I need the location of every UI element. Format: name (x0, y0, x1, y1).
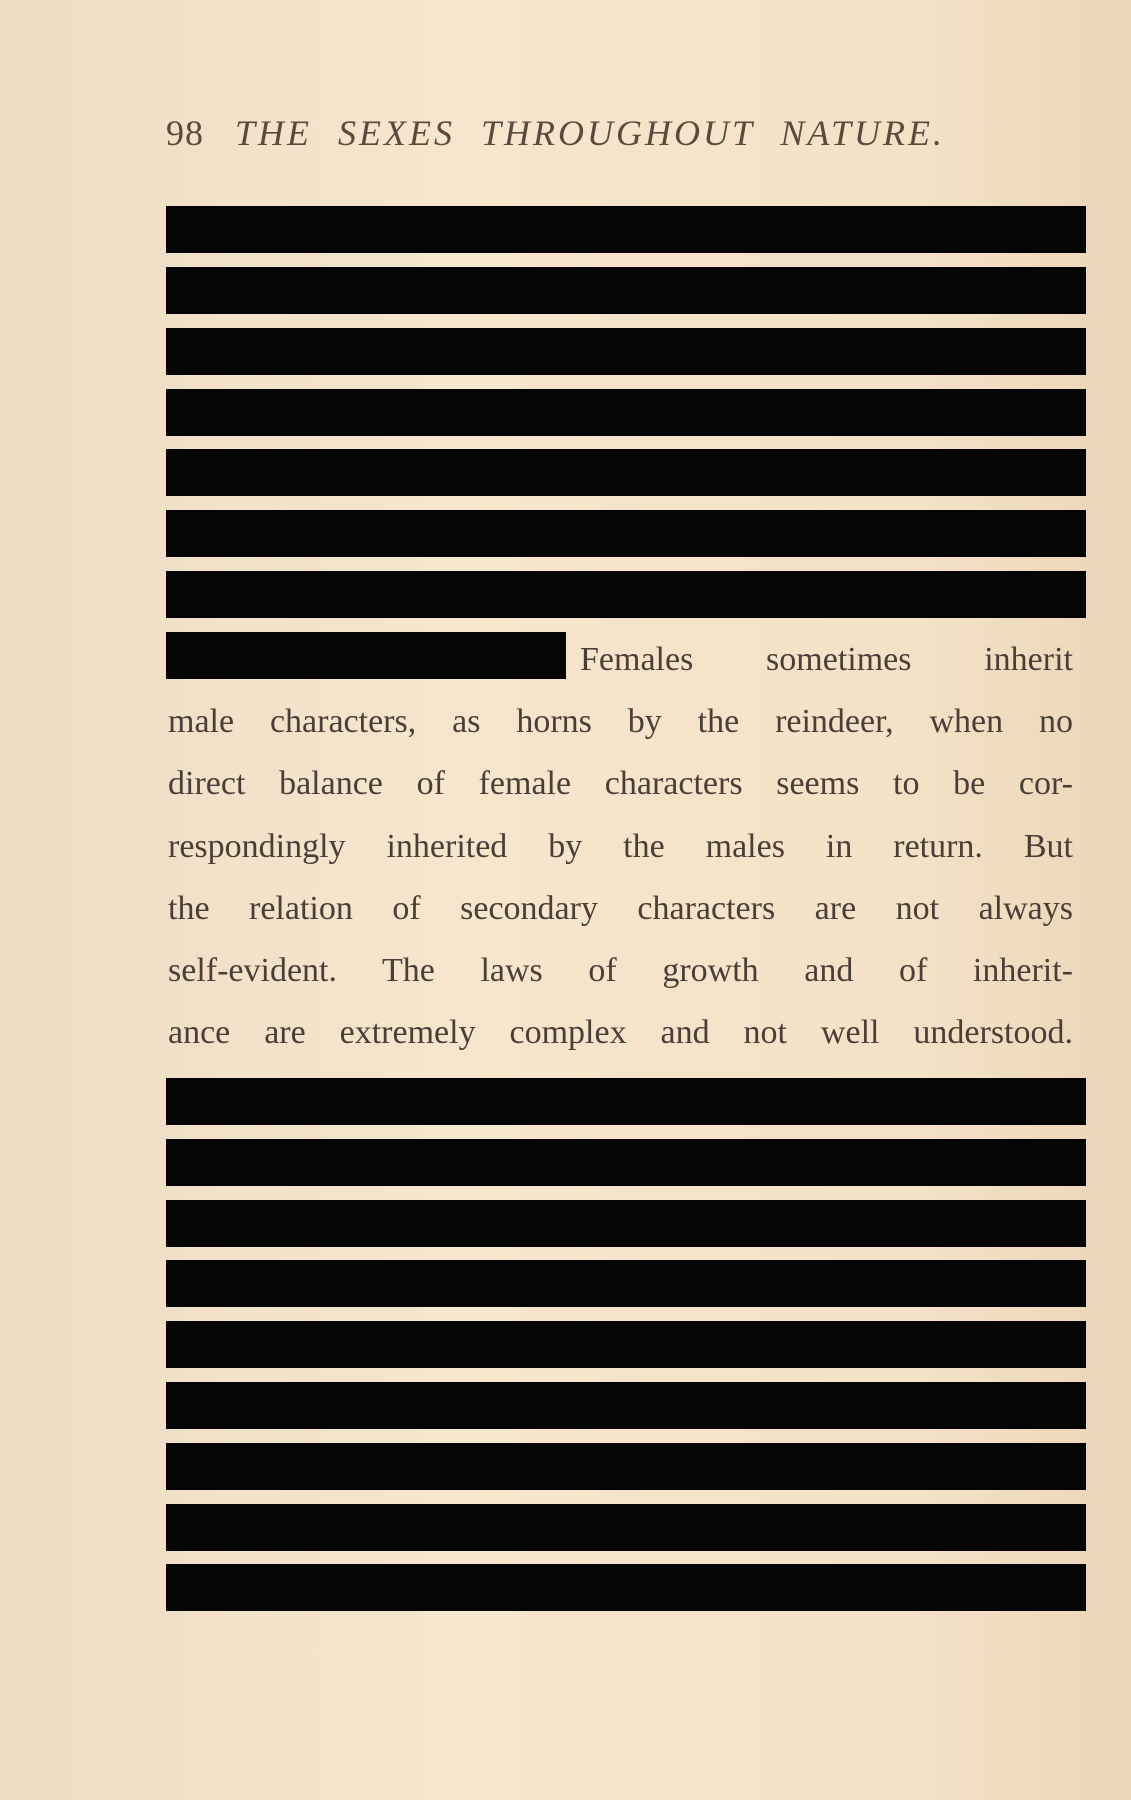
redaction-bar (166, 1200, 1086, 1247)
redaction-bar (166, 1139, 1086, 1186)
running-head: THE SEXES THROUGHOUT NATURE. (235, 113, 946, 153)
text-line: the relation of secondary characters are not always (168, 890, 1073, 927)
redaction-bar (166, 1260, 1086, 1307)
redaction-bar (166, 267, 1086, 314)
text-line: direct balance of female characters seems to be cor- (168, 765, 1073, 802)
redaction-bar (166, 449, 1086, 496)
redaction-bar (166, 1504, 1086, 1551)
redaction-bar (166, 1321, 1086, 1368)
text-line: respondingly inherited by the males in return. But (168, 828, 1073, 865)
redaction-bar (166, 1382, 1086, 1429)
text-line: ance are extremely complex and not well understood. (168, 1014, 1073, 1051)
redaction-bar (166, 206, 1086, 253)
page-header (166, 112, 945, 154)
redaction-bar (166, 510, 1086, 557)
redaction-bar (166, 389, 1086, 436)
redaction-bar-partial (166, 632, 566, 679)
redaction-bar (166, 1564, 1086, 1611)
redaction-bar (166, 328, 1086, 375)
redaction-bar (166, 1078, 1086, 1125)
text-line: Females sometimes inherit (580, 641, 1073, 678)
text-line: male characters, as horns by the reindeer, when no (168, 703, 1073, 740)
page-number: 98 (166, 113, 204, 153)
text-line: self-evident. The laws of growth and of inherit- (168, 952, 1073, 989)
redaction-bar (166, 1443, 1086, 1490)
redaction-bar (166, 571, 1086, 618)
